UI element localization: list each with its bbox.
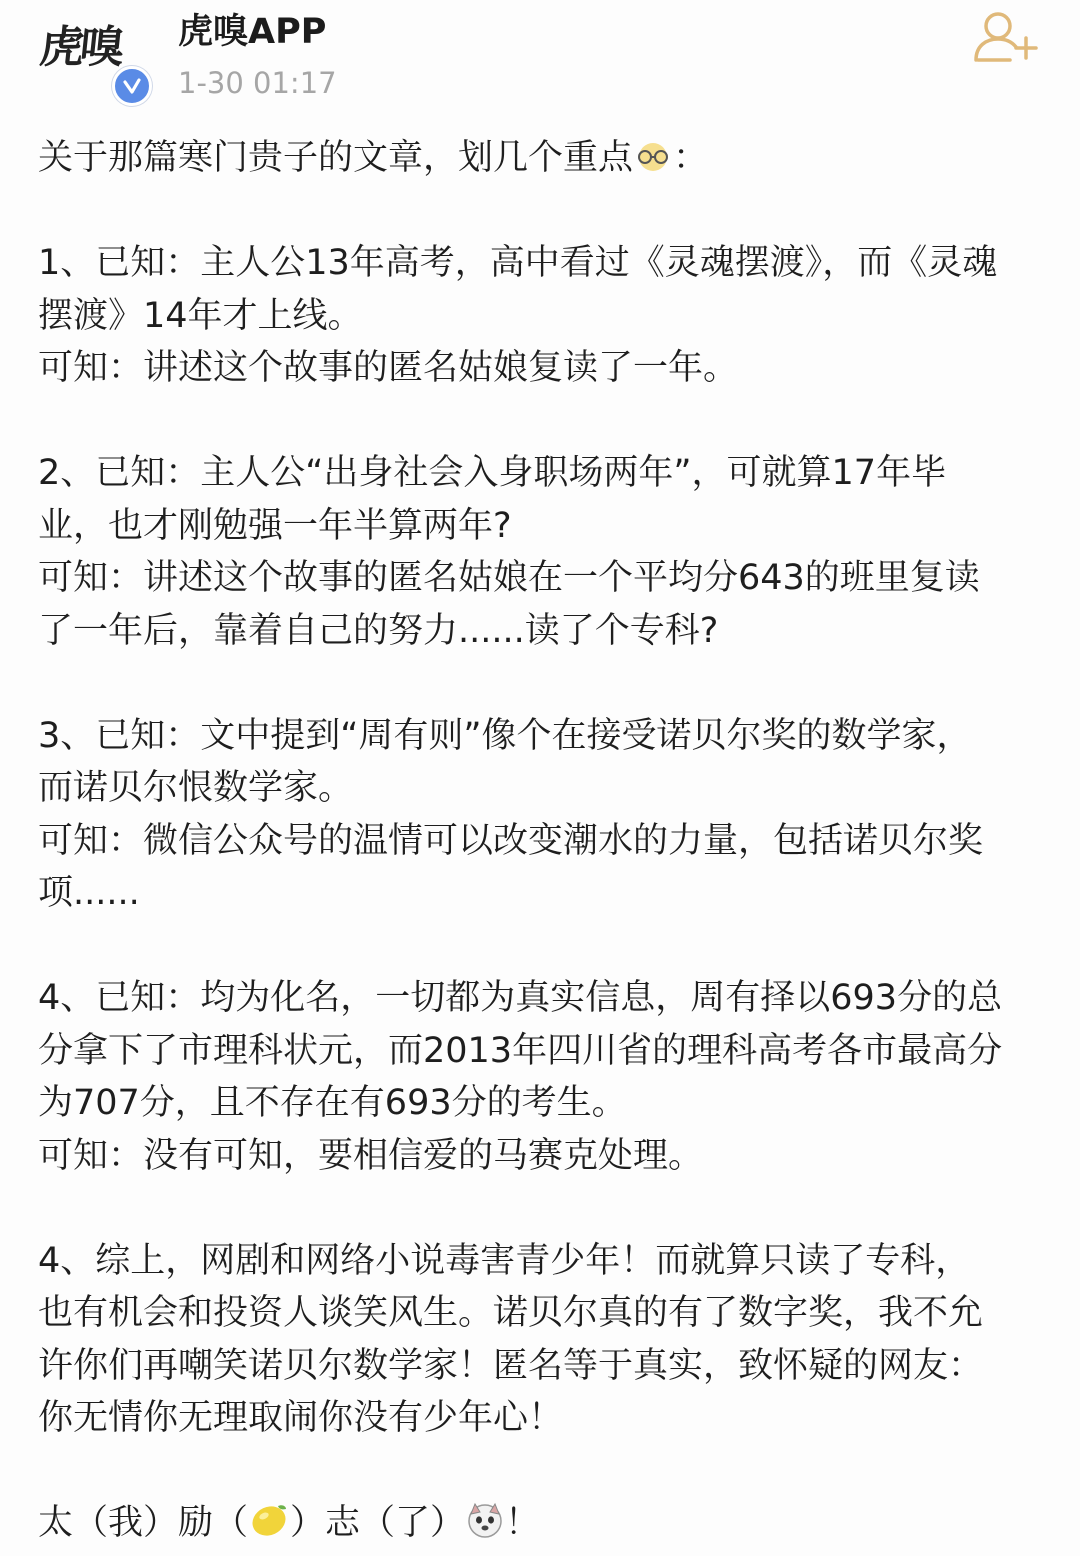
follow-button[interactable] [968,6,1044,70]
closing-part2: ）志（了） [290,1503,466,1543]
closing-line [38,1497,1048,1550]
p2-line: 了一年后，靠着自己的努力......读了个专科? [38,610,719,651]
post-header [0,0,1080,120]
p4-line: 为707分，且不存在有693分的考生。 [38,1083,627,1123]
intro-line [38,132,1048,185]
post-body [38,132,1048,1550]
p4-line: 4、已知：均为化名，一切都为真实信息，周有择以693分的总 [38,978,1003,1018]
author-name[interactable]: 虎嗅APP [178,12,327,52]
p3-line: 项...... [38,873,140,913]
p5-line: 你无情你无理取闹你没有少年心！ [38,1398,564,1438]
closing-part3: ！ [505,1503,541,1543]
p5-line: 也有机会和投资人谈笑风生。诺贝尔真的有了数字奖，我不允 [38,1293,984,1333]
intro-suffix: ： [673,138,709,178]
p2-line: 业，也才刚勉强一年半算两年? [38,505,512,546]
p5-line: 4、综上，网剧和网络小说毒害青少年！而就算只读了专科， [38,1240,971,1281]
doge-emoji [465,1500,505,1556]
p1-line: 可知：讲述这个故事的匿名姑娘复读了一年。 [38,348,739,388]
avatar-logo: 虎嗅 [37,22,123,73]
p3-line: 3、已知：文中提到“周有则”像个在接受诺贝尔奖的数学家， [38,715,972,756]
p5-line: 许你们再嘲笑诺贝尔数学家！匿名等于真实，致怀疑的网友： [38,1345,984,1386]
glasses-emoji [633,138,673,191]
verified-badge-icon [112,66,152,106]
p3-line: 而诺贝尔恨数学家。 [38,768,354,808]
p4-line: 可知：没有可知，要相信爱的马赛克处理。 [38,1135,704,1176]
add-user-icon [968,6,1044,70]
p4-line: 分拿下了市理科状元，而2013年四川省的理科高考各市最高分 [38,1030,1003,1071]
p3-line: 可知：微信公众号的温情可以改变潮水的力量，包括诺贝尔奖 [38,820,984,861]
p1-line: 摆渡》14年才上线。 [38,295,363,336]
p1-line: 1、已知：主人公13年高考，高中看过《灵魂摆渡》，而《灵魂 [38,243,998,283]
p2-line: 可知：讲述这个故事的匿名姑娘在一个平均分643的班里复读 [38,558,980,598]
post-time: 1-30 01:17 [178,66,337,100]
intro-text: 关于那篇寒门贵子的文章，划几个重点 [38,138,634,178]
closing-part1: 太（我）励（ [38,1503,249,1543]
p2-line: 2、已知：主人公“出身社会入身职场两年”，可就算17年毕 [38,453,947,493]
lemon-emoji [248,1500,290,1556]
